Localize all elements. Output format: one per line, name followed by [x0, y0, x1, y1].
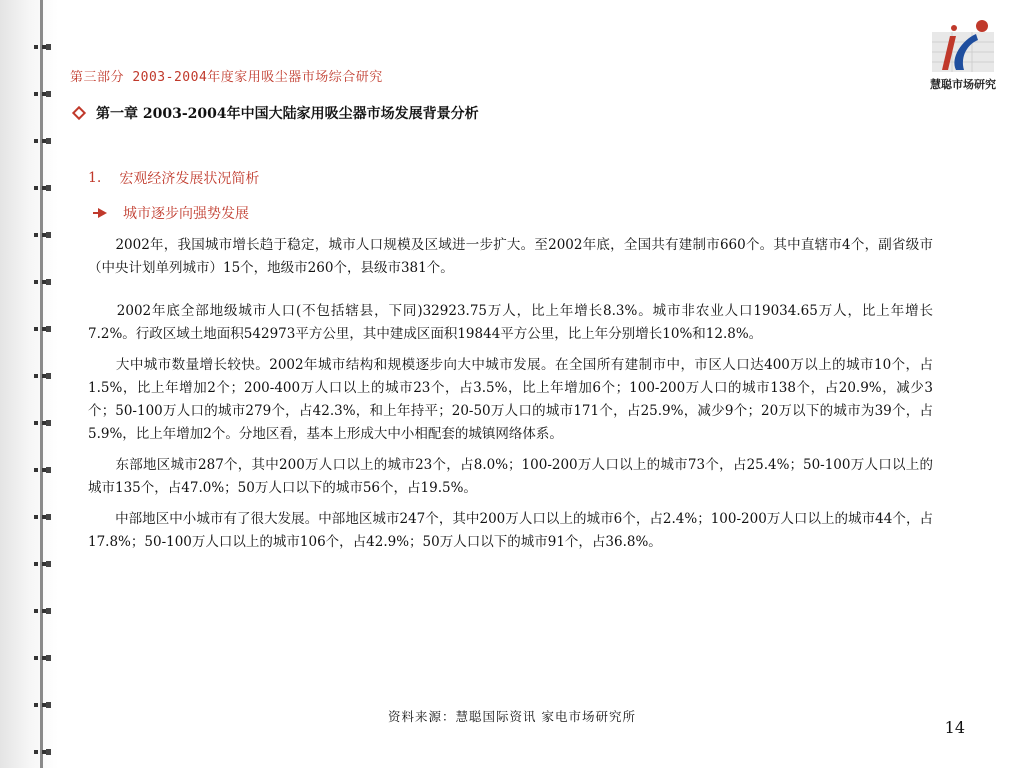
heading-number: 1.: [88, 170, 102, 186]
binder-ring-icon: [34, 606, 52, 616]
content-area: [88, 166, 933, 554]
heading-text: 宏观经济发展状况简析: [119, 171, 260, 187]
binder-ring-icon: [34, 277, 52, 287]
binder-ring-icon: [34, 512, 52, 522]
paragraph: 东部地区城市287个，其中200万人口以上的城市23个，占8.0%；100-200万人口以上的城市73个，占25.4%；50-100万人口以上的城市135个，占47.0%；50万人口以下的城市56个，占19.5%。: [88, 457, 933, 496]
chapter-row: [72, 103, 479, 123]
binder-ring-icon: [34, 653, 52, 663]
arrow-bullet-icon: [98, 208, 107, 218]
paragraph: 中部地区中小城市有了很大发展。中部地区城市247个，其中200万人口以上的城市6个，占2.4%；100-200万人口以上的城市44个，占17.8%；50-100万人口以上的城市106个，占42.9%；50万人口以下的城市91个，占36.8%。: [88, 511, 933, 550]
paragraph: 2002年底全部地级城市人口(不包括辖县，下同)32923.75万人，比上年增长8.3%。城市非农业人口19034.65万人，比上年增长7.2%。行政区域土地面积542973平方公里，其中建成区面积19844平方公里，比上年分别增长10%和12.8%。: [88, 303, 933, 342]
source-note: 资料来源：慧聪国际资讯 家电市场研究所: [388, 709, 636, 724]
section-title: 第三部分 2003-2004年度家用吸尘器市场综合研究: [70, 70, 383, 85]
binder-ring-icon: [34, 183, 52, 193]
binder-ring-icon: [34, 559, 52, 569]
section-heading: [88, 166, 933, 190]
binder-ring-icon: [34, 418, 52, 428]
binder-ring-icon: [34, 465, 52, 475]
binder-ring-icon: [34, 747, 52, 757]
logo-text: 慧聪市场研究: [930, 78, 996, 91]
binder-ring-icon: [34, 89, 52, 99]
binder-ring-icon: [34, 42, 52, 52]
subheading-row: [88, 202, 933, 224]
binder-ring-icon: [34, 324, 52, 334]
binder-ring-icon: [34, 371, 52, 381]
binder-ring-icon: [34, 136, 52, 146]
paragraph: 2002年，我国城市增长趋于稳定，城市人口规模及区域进一步扩大。至2002年底，全国共有建制市660个。其中直辖市4个，副省级市（中央计划单列城市）15个，地级市260个，县级市381个。: [88, 237, 933, 276]
diamond-bullet-icon: [72, 106, 86, 120]
binder-ring-icon: [34, 230, 52, 240]
paragraph: 大中城市数量增长较快。2002年城市结构和规模逐步向大中城市发展。在全国所有建制市中，市区人口达400万以上的城市10个，占1.5%，比上年增加2个；200-400万人口以上的城市23个，占3.5%，比上年增加6个；100-200万人口的城市138个，占20.9%，减少3个；50-100万人口的城市279个，占42.3%，和上年持平；20-50万人口的城市171个，占25.9%，减少9个；20万以下的城市为39个，占5.9%，比上年增加2个。分地区看，基本上形成大中小相配套的城镇网络体系。: [88, 357, 933, 442]
page-number: 14: [944, 718, 965, 737]
subheading-text: 城市逐步向强势发展: [123, 206, 249, 222]
chapter-title: 第一章 2003-2004年中国大陆家用吸尘器市场发展背景分析: [96, 106, 479, 122]
